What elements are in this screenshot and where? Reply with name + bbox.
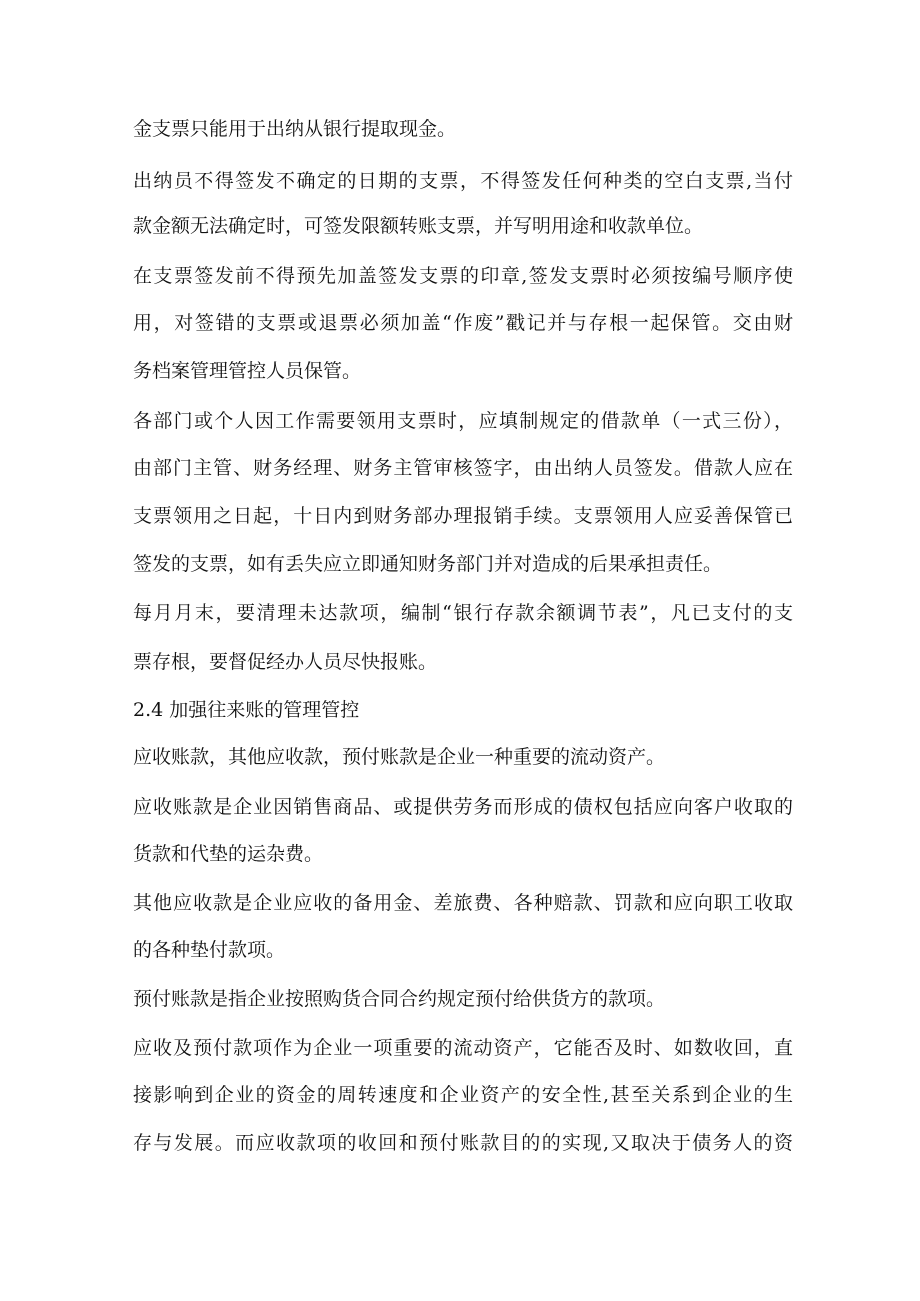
text-line: 每月月末，要清理未达款项，编制“银行存款余额调节表”，凡已支付的支 xyxy=(133,602,793,624)
text-line: 接影响到企业的资金的周转速度和企业资产的安全性,甚至关系到企业的生 xyxy=(133,1084,793,1106)
text-line: 用，对签错的支票或退票必须加盖“作废”戳记并与存根一起保管。交由财 xyxy=(133,312,793,334)
text-line: 在支票签发前不得预先加盖签发支票的印章,签发支票时必须按编号顺序使 xyxy=(133,265,793,287)
text-line: 存与发展。而应收款项的收回和预付账款目的的实现,又取决于债务人的资 xyxy=(133,1132,793,1154)
text-line: 支票领用之日起，十日内到财务部办理报销手续。支票领用人应妥善保管已 xyxy=(133,505,793,527)
text-line: 金支票只能用于出纳从银行提取现金。 xyxy=(133,118,457,140)
text-line: 预付账款是指企业按照购货合同合约规定预付给供货方的款项。 xyxy=(133,988,666,1010)
text-line: 应收及预付款项作为企业一项重要的流动资产，它能否及时、如数收回，直 xyxy=(133,1037,793,1059)
text-line: 款金额无法确定时，可签发限额转账支票，并写明用途和收款单位。 xyxy=(133,215,704,237)
text-line: 票存根，要督促经办人员尽快报账。 xyxy=(133,651,438,673)
text-line: 应收账款，其他应收款，预付账款是企业一种重要的流动资产。 xyxy=(133,746,666,768)
text-line: 由部门主管、财务经理、财务主管审核签字，由出纳人员签发。借款人应在 xyxy=(133,457,793,479)
section-heading: 2.4 加强往来账的管理管控 xyxy=(133,699,360,721)
text-line: 各部门或个人因工作需要领用支票时，应填制规定的借款单（一式三份）， xyxy=(133,410,793,432)
text-line: 其他应收款是企业应收的备用金、差旅费、各种赔款、罚款和应向职工收取 xyxy=(133,892,793,914)
text-line: 务档案管理管控人员保管。 xyxy=(133,360,362,382)
text-line: 签发的支票，如有丢失应立即通知财务部门并对造成的后果承担责任。 xyxy=(133,553,723,575)
text-line: 的各种垫付款项。 xyxy=(133,939,286,961)
text-line: 货款和代垫的运杂费。 xyxy=(133,843,324,865)
text-line: 出纳员不得签发不确定的日期的支票，不得签发任何种类的空白支票,当付 xyxy=(133,170,793,192)
text-line: 应收账款是企业因销售商品、或提供劳务而形成的债权包括应向客户收取的 xyxy=(133,796,793,818)
